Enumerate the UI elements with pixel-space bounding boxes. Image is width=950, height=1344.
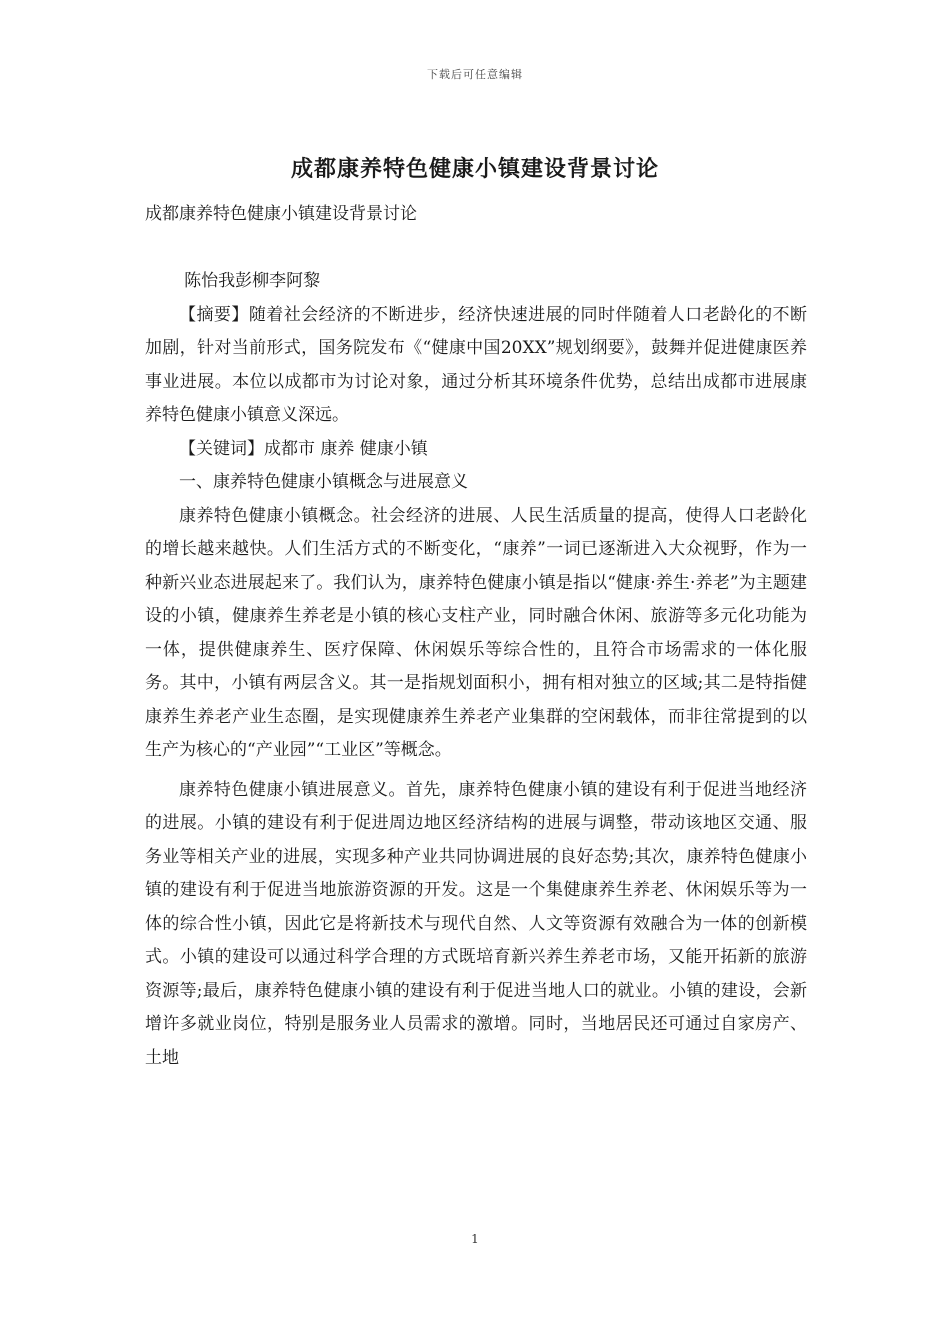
document-title: 成都康养特色健康小镇建设背景讨论 [290, 156, 659, 182]
section-heading: 一、康养特色健康小镇概念与进展意义 [179, 472, 468, 492]
abstract-paragraph: 【摘要】随着社会经济的不断进步，经济快速进展的同时伴随着人口老龄化的不断加剧，针对当前形式，国务院发布《“健康中国20XX”规划纲要》，鼓舞并促进健康医养事业进展。本位以成都市为讨论对象，通过分析其环境条件优势，总结出成都市进展康养特色健康小镇意义深远。 [145, 304, 807, 425]
document-subtitle: 成都康养特色健康小镇建设背景讨论 [145, 204, 417, 224]
header-note: 下载后可任意编辑 [427, 68, 523, 81]
author-line: 陈怡我彭柳李阿黎 [184, 271, 321, 291]
body-paragraph-1: 康养特色健康小镇概念。社会经济的进展、人民生活质量的提高，使得人口老龄化的增长越来越快。人们生活方式的不断变化，“康养”一词已逐渐进入大众视野，作为一种新兴业态进展起来了。我们认为，康养特色健康小镇是指以“健康·养生·养老”为主题建设的小镇，健康养生养老是小镇的核心支柱产业，同时融合休闲、旅游等多元化功能为一体，提供健康养生、医疗保障、休闲娱乐等综合性的，且符合市场需求的一体化服务。其中，小镇有两层含义。其一是指规划面积小，拥有相对独立的区域;其二是特指健康养生养老产业生态圈，是实现健康养生养老产业集群的空闲载体，而非往常提到的以生产为核心的“产业园”“工业区”等概念。 [145, 505, 807, 760]
body-paragraph-2: 康养特色健康小镇进展意义。首先，康养特色健康小镇的建设有利于促进当地经济的进展。小镇的建设有利于促进周边地区经济结构的进展与调整，带动该地区交通、服务业等相关产业的进展，实现多种产业共同协调进展的良好态势;其次，康养特色健康小镇的建设有利于促进当地旅游资源的开发。这是一个集健康养生养老、休闲娱乐等为一体的综合性小镇，因此它是将新技术与现代自然、人文等资源有效融合为一体的创新模式。小镇的建设可以通过科学合理的方式既培育新兴养生养老市场，又能开拓新的旅游资源等;最后，康养特色健康小镇的建设有利于促进当地人口的就业。小镇的建设，会新增许多就业岗位，特别是服务业人员需求的激增。同时，当地居民还可通过自家房产、土地 [145, 779, 807, 1068]
page-number: 1 [471, 1232, 479, 1246]
document-body [145, 198, 807, 1075]
keywords-line: 【关键词】成都市 康养 健康小镇 [179, 438, 428, 459]
